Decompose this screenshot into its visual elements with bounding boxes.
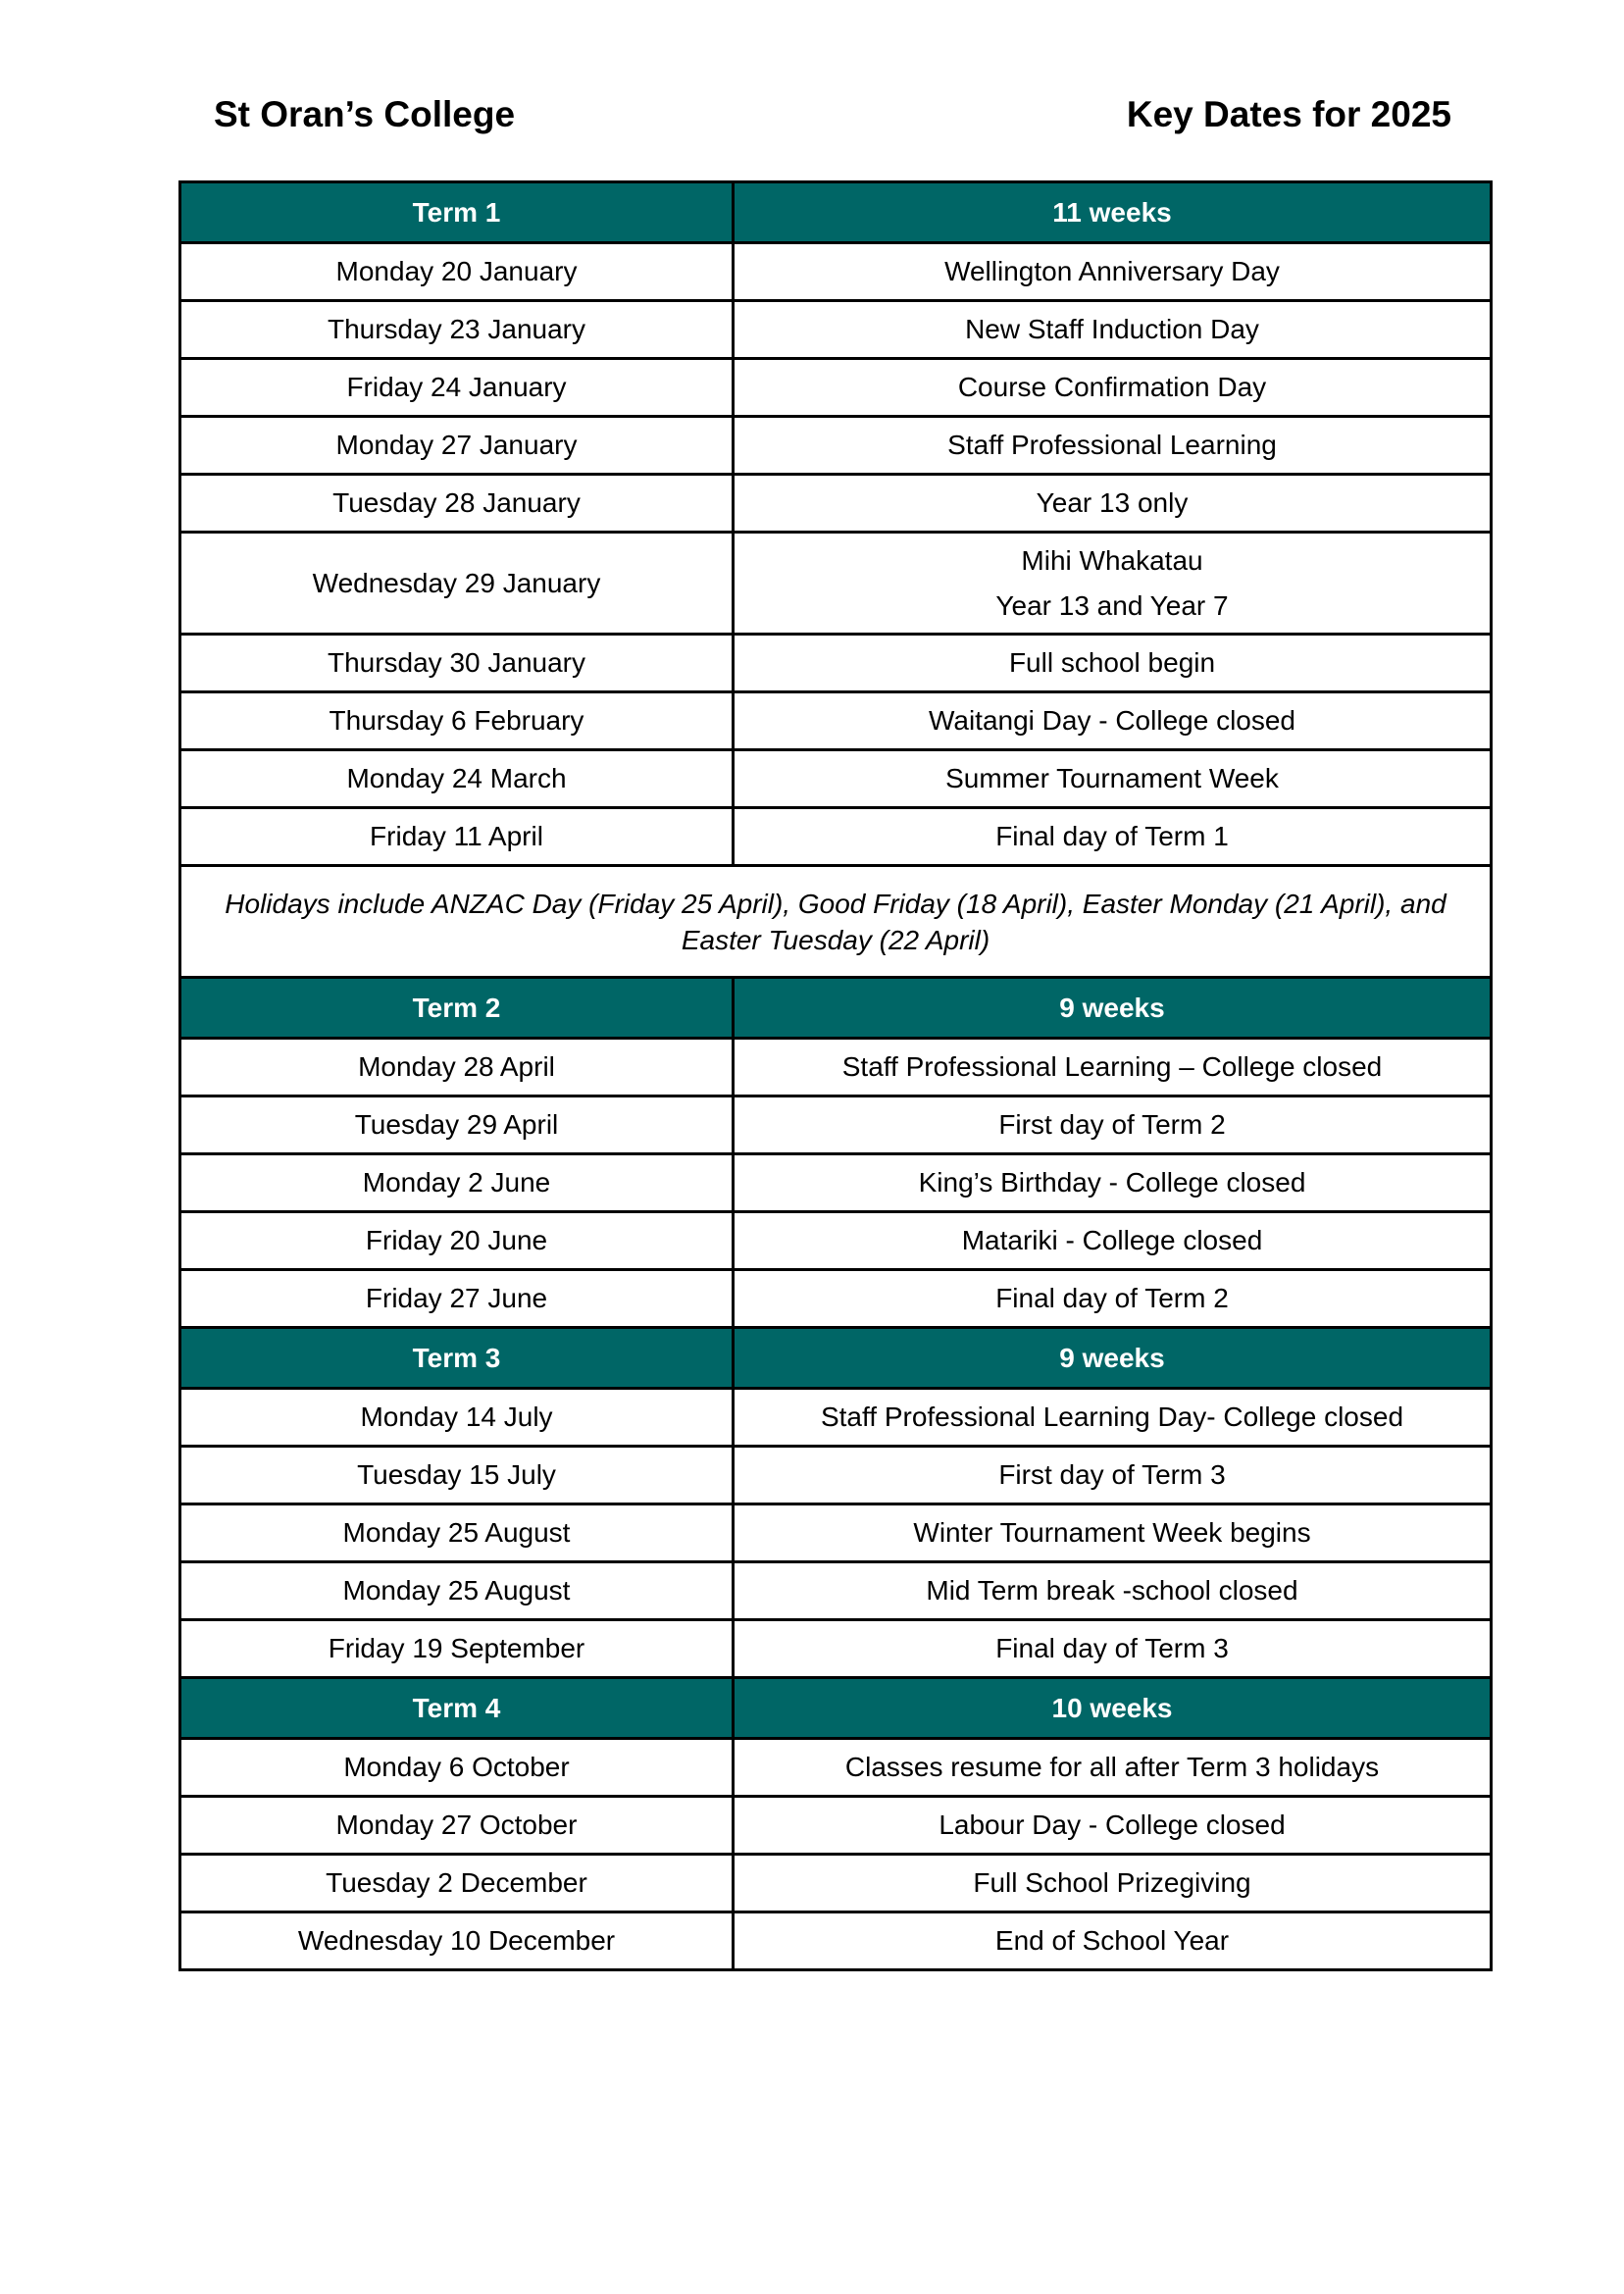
event-cell (734, 808, 1492, 866)
event-text: Wellington Anniversary Day (944, 256, 1280, 287)
event-cell (734, 1504, 1492, 1562)
term-header-row (180, 182, 1492, 243)
date-cell: Friday 11 April (180, 808, 734, 866)
term-weeks: 11 weeks (734, 182, 1492, 243)
event-cell (734, 750, 1492, 808)
date-cell: Monday 27 October (180, 1797, 734, 1855)
date-cell: Tuesday 15 July (180, 1447, 734, 1504)
date-cell: Friday 20 June (180, 1212, 734, 1270)
term-weeks: 9 weeks (734, 1328, 1492, 1389)
table-row (180, 1096, 1492, 1154)
table-row (180, 1270, 1492, 1328)
event-text: Final day of Term 1 (995, 821, 1229, 852)
table-row (180, 1154, 1492, 1212)
date-cell: Friday 19 September (180, 1620, 734, 1678)
event-text: Staff Professional Learning Day- College closed (820, 1402, 1404, 1433)
event-text: King’s Birthday - College closed (918, 1167, 1306, 1198)
table-row (180, 692, 1492, 750)
table-row (180, 1912, 1492, 1970)
term-weeks: 10 weeks (734, 1678, 1492, 1739)
event-text: Waitangi Day - College closed (928, 705, 1296, 737)
date-cell: Monday 24 March (180, 750, 734, 808)
table-row (180, 359, 1492, 417)
event-cell (734, 1562, 1492, 1620)
table-row (180, 475, 1492, 533)
event-cell (734, 243, 1492, 301)
table-row (180, 1855, 1492, 1912)
term-header-row (180, 1328, 1492, 1389)
event-cell (734, 1855, 1492, 1912)
college-name: St Oran’s College (214, 94, 516, 134)
term-weeks: 9 weeks (734, 978, 1492, 1039)
event-text: Final day of Term 2 (995, 1283, 1229, 1314)
event-cell (734, 1270, 1492, 1328)
term-label: Term 3 (180, 1328, 734, 1389)
event-text: Winter Tournament Week begins (913, 1517, 1311, 1549)
table-row (180, 1447, 1492, 1504)
table-row (180, 1739, 1492, 1797)
table-row (180, 808, 1492, 866)
event-text: Mid Term break -school closed (926, 1575, 1298, 1606)
date-cell: Friday 24 January (180, 359, 734, 417)
holidays-note: Holidays include ANZAC Day (Friday 25 April), Good Friday (18 April), Easter Monday (21 April), and Easter Tuesday (22 April) (180, 866, 1492, 978)
event-text: Full school begin (1008, 647, 1216, 679)
event-text: Year 13 and Year 7 (995, 589, 1229, 621)
term-header-row (180, 1678, 1492, 1739)
table-row (180, 417, 1492, 475)
date-cell: Monday 20 January (180, 243, 734, 301)
term-label: Term 4 (180, 1678, 734, 1739)
page-title: Key Dates for 2025 (1126, 94, 1451, 134)
table-row (180, 1212, 1492, 1270)
event-text: Mihi Whakatau (1021, 544, 1203, 576)
date-cell: Wednesday 10 December (180, 1912, 734, 1970)
table-row (180, 1039, 1492, 1096)
event-cell (734, 1096, 1492, 1154)
date-cell: Monday 14 July (180, 1389, 734, 1447)
table-row (180, 1562, 1492, 1620)
event-cell (734, 1039, 1492, 1096)
table-row (180, 750, 1492, 808)
table-row (180, 635, 1492, 692)
date-cell: Monday 27 January (180, 417, 734, 475)
table-row (180, 1797, 1492, 1855)
event-text: Labour Day - College closed (939, 1810, 1286, 1841)
event-cell (734, 533, 1492, 635)
date-cell: Monday 2 June (180, 1154, 734, 1212)
event-cell (734, 1212, 1492, 1270)
event-text: Year 13 only (1036, 487, 1189, 519)
page-header (214, 90, 1451, 139)
date-cell: Tuesday 28 January (180, 475, 734, 533)
table-row (180, 243, 1492, 301)
event-cell (734, 1447, 1492, 1504)
key-dates-table (178, 180, 1493, 1971)
event-text: First day of Term 2 (998, 1109, 1226, 1141)
date-cell: Friday 27 June (180, 1270, 734, 1328)
term-label: Term 2 (180, 978, 734, 1039)
table-row (180, 301, 1492, 359)
event-text: Summer Tournament Week (945, 763, 1279, 794)
holidays-note-row (180, 866, 1492, 978)
event-text: Staff Professional Learning (947, 430, 1277, 461)
date-cell: Tuesday 29 April (180, 1096, 734, 1154)
date-cell: Thursday 6 February (180, 692, 734, 750)
event-cell (734, 1154, 1492, 1212)
date-cell: Monday 28 April (180, 1039, 734, 1096)
date-cell: Tuesday 2 December (180, 1855, 734, 1912)
key-dates-table-body (180, 182, 1492, 1970)
event-cell (734, 1739, 1492, 1797)
event-text: Classes resume for all after Term 3 holidays (844, 1752, 1380, 1783)
event-text: Staff Professional Learning – College closed (841, 1051, 1383, 1083)
date-cell: Monday 6 October (180, 1739, 734, 1797)
table-row (180, 1620, 1492, 1678)
event-cell (734, 1620, 1492, 1678)
event-text: Full School Prizegiving (973, 1867, 1251, 1899)
event-text: Course Confirmation Day (957, 372, 1267, 403)
date-cell: Wednesday 29 January (180, 533, 734, 635)
event-cell (734, 692, 1492, 750)
event-cell (734, 359, 1492, 417)
event-text: Matariki - College closed (961, 1225, 1263, 1256)
term-label: Term 1 (180, 182, 734, 243)
date-cell: Thursday 23 January (180, 301, 734, 359)
table-row (180, 1504, 1492, 1562)
event-cell (734, 475, 1492, 533)
table-row (180, 1389, 1492, 1447)
event-cell (734, 1797, 1492, 1855)
table-row (180, 533, 1492, 635)
date-cell: Thursday 30 January (180, 635, 734, 692)
date-cell: Monday 25 August (180, 1504, 734, 1562)
event-cell (734, 635, 1492, 692)
event-text: New Staff Induction Day (965, 314, 1259, 345)
event-cell (734, 301, 1492, 359)
event-cell (734, 417, 1492, 475)
event-text: First day of Term 3 (998, 1459, 1226, 1491)
event-cell (734, 1389, 1492, 1447)
date-cell: Monday 25 August (180, 1562, 734, 1620)
event-text: Final day of Term 3 (995, 1633, 1229, 1664)
event-cell (734, 1912, 1492, 1970)
term-header-row (180, 978, 1492, 1039)
event-text: End of School Year (994, 1925, 1230, 1957)
